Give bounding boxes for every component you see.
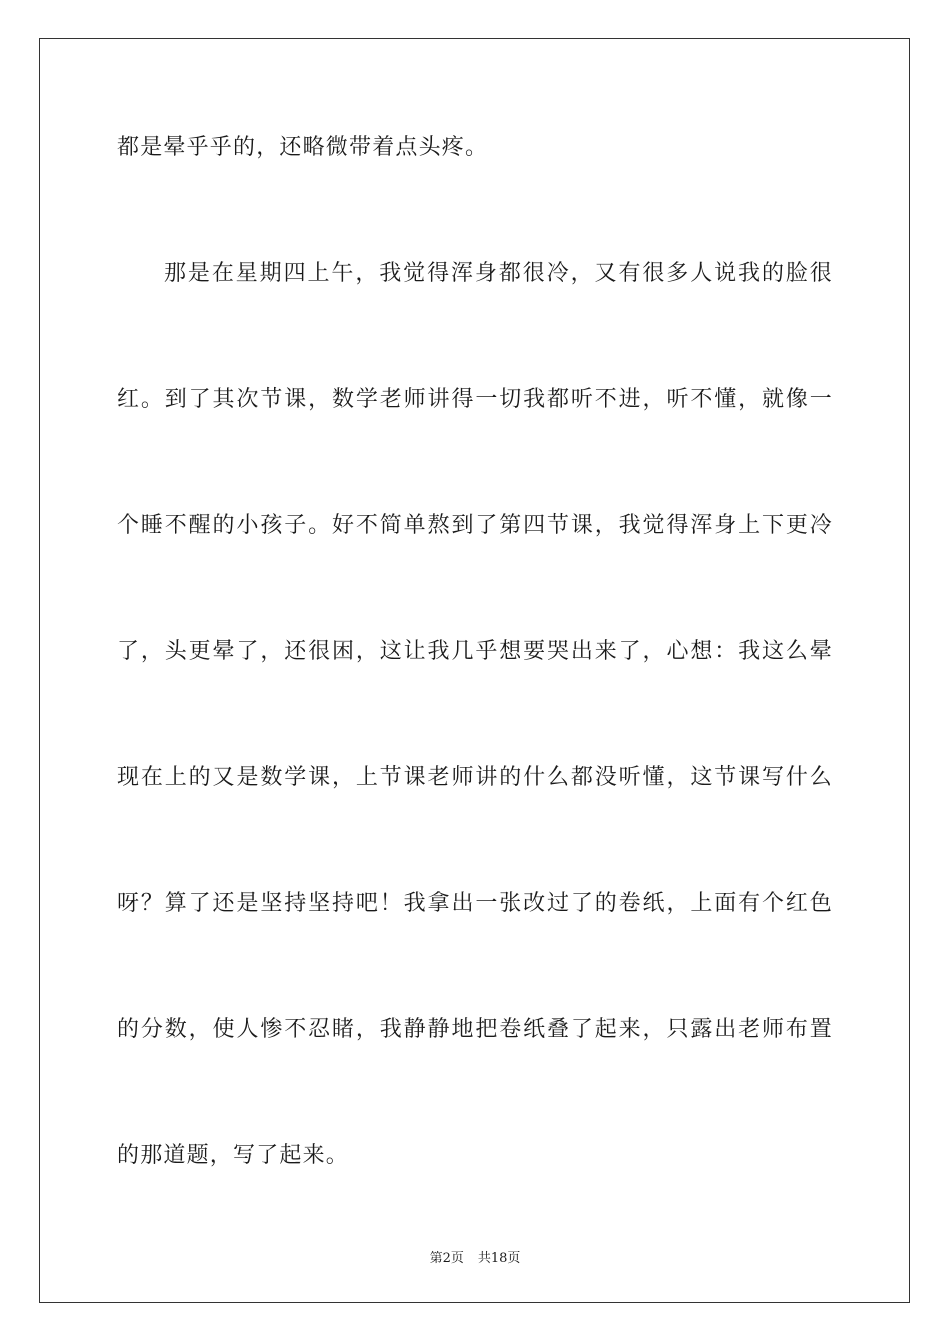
page-number: 第2页 [429,1251,464,1266]
text-line: 那是在星期四上午，我觉得浑身都很冷，又有很多人说我的脸很 [164,261,833,286]
text-line: 都是晕乎乎的，还略微带着点头疼。 [117,135,489,160]
text-line: 红。到了其次节课，数学老师讲得一切我都听不进，听不懂，就像一 [117,387,833,412]
text-line: 的那道题，写了起来。 [117,1143,350,1168]
page-total: 共18页 [477,1251,521,1266]
text-line: 现在上的又是数学课，上节课老师讲的什么都没听懂，这节课写什么 [117,765,833,790]
document-body [117,120,833,1254]
text-line: 了，头更晕了，还很困，这让我几乎想要哭出来了，心想：我这么晕 [117,639,833,664]
text-line: 呀？算了还是坚持坚持吧！我拿出一张改过了的卷纸，上面有个红色 [117,891,833,916]
text-line: 的分数，使人惨不忍睹，我静静地把卷纸叠了起来，只露出老师布置 [117,1017,833,1042]
text-line: 个睡不醒的小孩子。好不简单熬到了第四节课，我觉得浑身上下更冷 [117,513,833,538]
page-footer [0,1247,950,1266]
